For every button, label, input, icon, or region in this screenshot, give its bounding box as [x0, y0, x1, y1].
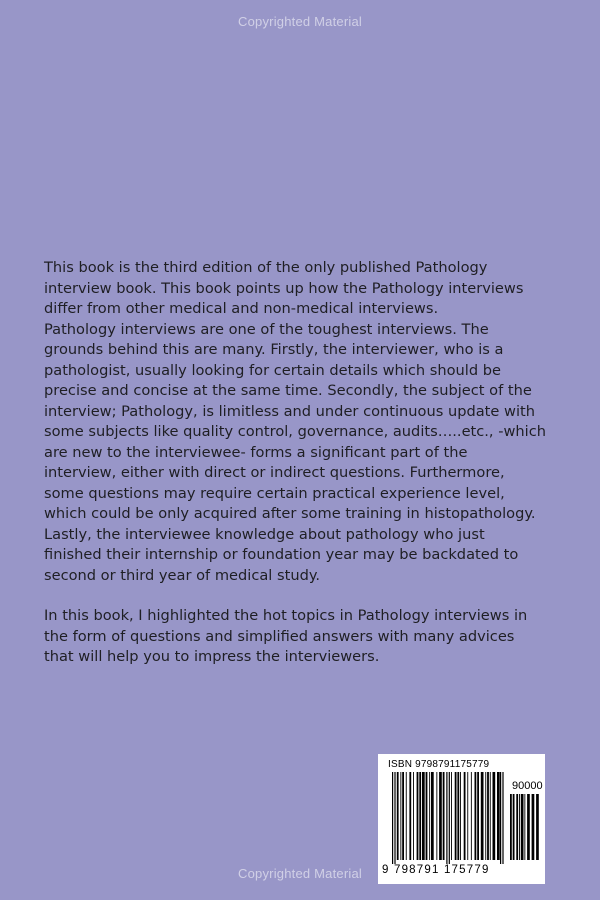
- blurb-line: Lastly, the interviewee knowledge about pathology who just: [44, 525, 485, 543]
- barcode-bar: [477, 772, 479, 860]
- barcode-bar: [497, 772, 500, 860]
- barcode-bar: [457, 772, 459, 860]
- barcode-bar: [521, 794, 524, 860]
- blurb-line: interview book. This book points up how the Pathology interviews: [44, 279, 524, 297]
- barcode-bar: [481, 772, 484, 860]
- barcode-bar: [502, 772, 503, 864]
- barcode-bar: [475, 772, 477, 860]
- barcode-bar: [510, 794, 512, 860]
- barcode-bar: [394, 772, 395, 864]
- barcode-bar: [392, 772, 393, 864]
- barcode-bar: [464, 772, 466, 860]
- barcode-bar: [536, 794, 539, 860]
- isbn-barcode: [378, 754, 545, 884]
- blurb-line: some questions may require certain practical experience level,: [44, 484, 505, 502]
- barcode-bar: [422, 772, 425, 860]
- ean-digits: 9 798791 175779: [382, 864, 490, 876]
- barcode-bar: [446, 772, 447, 864]
- barcode-bar: [487, 772, 489, 860]
- barcode-bar: [490, 772, 491, 860]
- watermark-top: Copyrighted Material: [238, 14, 362, 29]
- barcode-bar: [439, 772, 442, 860]
- price-code: 90000: [512, 780, 543, 792]
- barcode-bar: [455, 772, 457, 860]
- blurb-line: interview; Pathology, is limitless and under continuous update with: [44, 402, 535, 420]
- barcode-bar: [467, 772, 468, 860]
- watermark-bottom: Copyrighted Material: [238, 866, 362, 881]
- barcode-bar: [406, 772, 407, 860]
- barcode-bar: [409, 772, 411, 860]
- barcode-bar: [485, 772, 486, 860]
- barcode-bar: [429, 772, 430, 860]
- barcode-bar: [471, 772, 472, 860]
- barcode-bar: [426, 772, 428, 860]
- blurb-line: interview, either with direct or indirect questions. Furthermore,: [44, 464, 505, 481]
- blurb-line: In this book, I highlighted the hot topics in Pathology interviews in: [44, 607, 528, 624]
- barcode-bar: [400, 772, 401, 860]
- blurb-line: differ from other medical and non-medical interviews.: [44, 300, 439, 317]
- blurb-line: This book is the third edition of the only published Pathology: [44, 259, 488, 276]
- barcode-bar: [413, 772, 414, 860]
- blurb-text: [44, 258, 564, 668]
- blurb-line: that will help you to impress the interviewers.: [44, 648, 380, 665]
- blurb-line: Pathology interviews are one of the toughest interviews. The: [44, 320, 489, 338]
- isbn-label: ISBN 9798791175779: [388, 759, 490, 770]
- barcode-bar: [524, 794, 525, 860]
- barcode-bar: [513, 794, 515, 860]
- blurb-line: finished their internship or foundation year may be backdated to: [44, 546, 519, 563]
- blurb-line: which could be only acquired after some training in histopathology.: [44, 505, 536, 522]
- barcode-bar: [519, 794, 520, 860]
- blurb-line: second or third year of medical study.: [44, 566, 321, 584]
- blurb-paragraph-2: [44, 606, 564, 668]
- barcode-bar: [500, 772, 501, 864]
- barcode-bar: [532, 794, 535, 860]
- blurb-line: the form of questions and simplified answers with many advices: [44, 627, 515, 645]
- barcode-bar: [516, 794, 518, 860]
- blurb-line: are new to the interviewee- forms a significant part of the: [44, 443, 468, 461]
- blurb-paragraph-1: [44, 258, 564, 586]
- barcode-bar: [419, 772, 421, 860]
- barcode-bar: [431, 772, 434, 860]
- barcode-bar: [493, 772, 496, 860]
- barcode-bar: [460, 772, 461, 860]
- blurb-line: precise and concise at the same time. Secondly, the subject of the: [44, 382, 532, 399]
- blurb-line: some subjects like quality control, governance, audits…..etc., -which: [44, 423, 546, 440]
- blurb-line: pathologist, usually looking for certain details which should be: [44, 361, 501, 379]
- barcode-bar: [527, 794, 530, 860]
- barcode-bar: [449, 772, 450, 864]
- barcode-bar: [397, 772, 399, 860]
- barcode-bar: [402, 772, 404, 860]
- blurb-line: grounds behind this are many. Firstly, the interviewer, who is a: [44, 341, 504, 358]
- barcode-bar: [443, 772, 445, 860]
- barcode-bar: [436, 772, 437, 860]
- barcode-bar: [451, 772, 452, 860]
- barcode-bar: [417, 772, 419, 860]
